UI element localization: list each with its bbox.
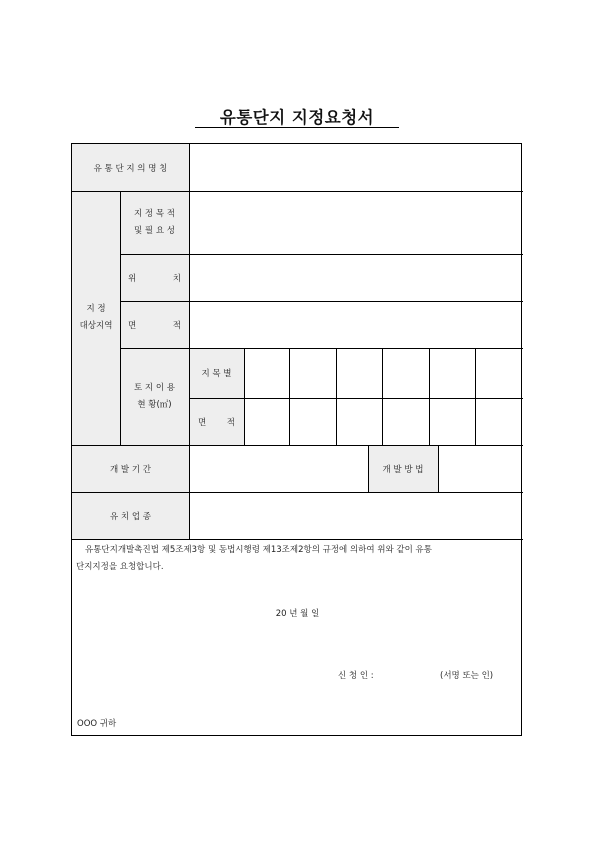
applicant-label: 신 청 인 : <box>338 671 374 681</box>
divider <box>336 348 337 445</box>
area-field[interactable] <box>189 301 523 348</box>
document-title: 유통단지 지정요청서 <box>219 108 375 127</box>
location-label: 위 치 <box>120 254 189 301</box>
name-field[interactable] <box>189 144 523 191</box>
divider <box>475 348 476 445</box>
divider <box>189 144 190 539</box>
name-label: 유 통 단 지 의 명 칭 <box>72 144 189 191</box>
recipient-line: OOO 귀하 <box>77 719 117 729</box>
divider <box>120 301 523 302</box>
industry-field[interactable] <box>189 492 523 539</box>
divider <box>438 445 439 492</box>
development-period-label: 개 발 기 간 <box>72 445 189 492</box>
divider <box>120 254 523 255</box>
divider <box>120 348 523 349</box>
land-use-label: 토 지 이 용 현 황(㎡) <box>120 348 189 445</box>
divider <box>72 492 523 493</box>
divider <box>72 191 523 192</box>
divider <box>120 191 121 445</box>
purpose-label: 지 정 목 적 및 필 요 성 <box>120 191 189 254</box>
divider <box>72 539 523 540</box>
divider <box>429 348 430 445</box>
title-underline <box>195 127 399 128</box>
land-area-label: 면 적 <box>189 398 244 445</box>
industry-label: 유 치 업 종 <box>72 492 189 539</box>
request-statement: 유통단지개발촉진법 제5조제3항 및 동법시행령 제13조제2항의 규정에 의하여 위와 같이 유통 단지지정을 요청합니다. <box>76 545 432 572</box>
divider <box>189 398 523 399</box>
request-form-table <box>71 143 522 736</box>
development-period-field[interactable] <box>189 445 368 492</box>
development-method-field[interactable] <box>438 445 523 492</box>
purpose-field[interactable] <box>189 191 523 254</box>
land-category-label: 지 목 별 <box>189 348 244 398</box>
area-label: 면 적 <box>120 301 189 348</box>
divider <box>244 348 245 445</box>
target-area-label: 지 정 대상지역 <box>72 191 120 445</box>
date-line: 20 년 월 일 <box>275 609 320 619</box>
divider <box>72 445 523 446</box>
divider <box>382 348 383 445</box>
signature-label: (서명 또는 인) <box>440 671 494 681</box>
location-field[interactable] <box>189 254 523 301</box>
development-method-label: 개 발 방 법 <box>368 445 438 492</box>
divider <box>368 445 369 492</box>
divider <box>289 348 290 445</box>
